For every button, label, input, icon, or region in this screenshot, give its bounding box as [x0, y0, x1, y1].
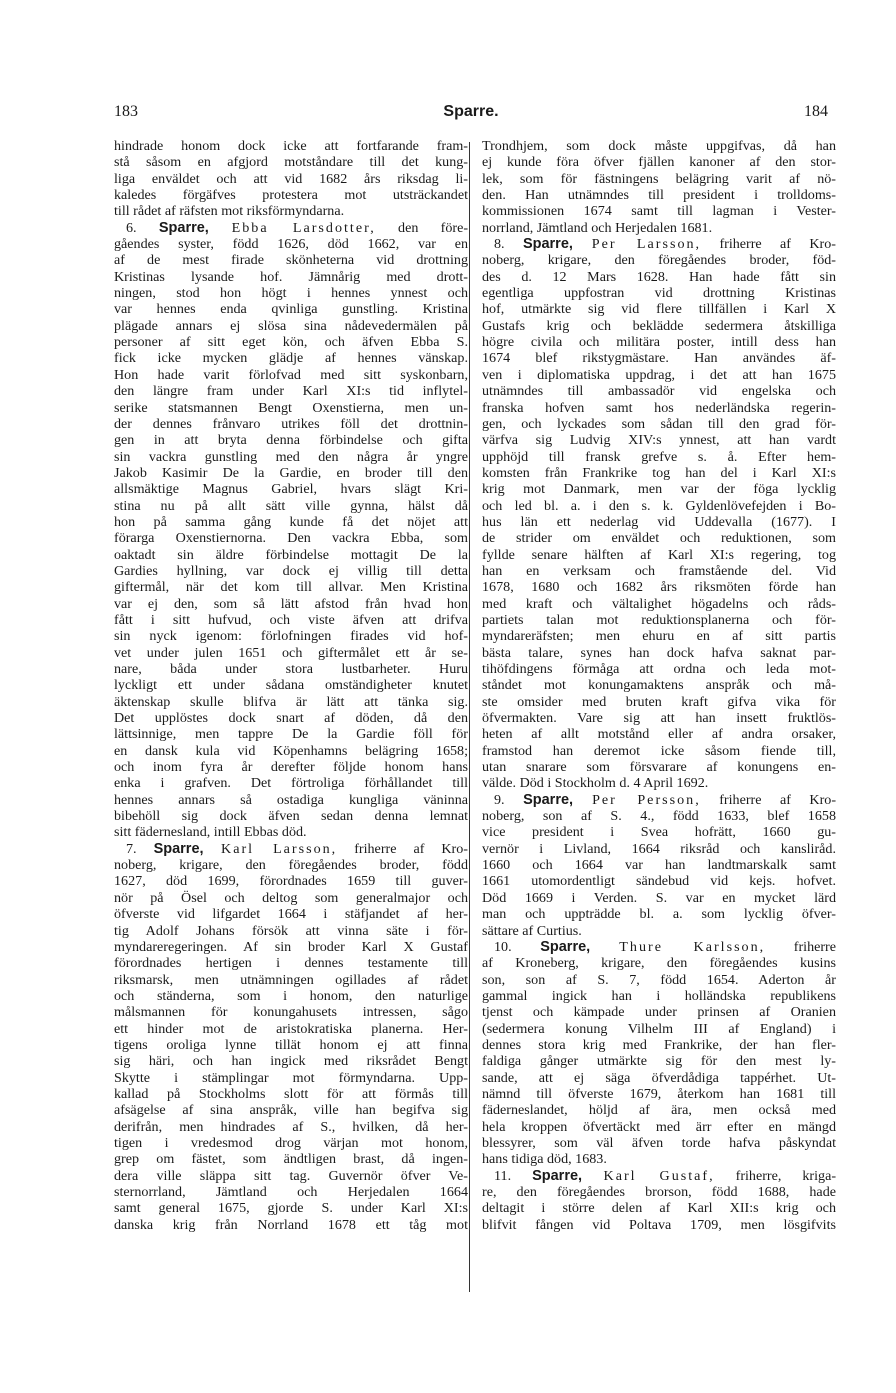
text-line: serike statsmannen Bengt Oxenstierna, men un-	[114, 399, 468, 416]
text-line: äktenskap skulle blifva är lätt att tänka sig.	[114, 693, 468, 710]
text-line: hus län ett nederlag vid Uddevalla (1677). I	[482, 513, 836, 530]
text-line: blessyrer, som väl äfven torde hafva påskyndat	[482, 1134, 836, 1151]
text-line: af Kroneberg, krigare, den föregåendes kusins	[482, 955, 836, 972]
entry-number: 9.	[494, 791, 524, 808]
entry-given-name: Ebba Larsdotter,	[231, 219, 376, 236]
text-line: blifvit fången vid Poltava 1709, men lösgifvits	[482, 1216, 836, 1233]
text-line: en dansk kula vid Köpenhamns belägring 1658;	[114, 742, 468, 759]
text-line: kaledes förgäfves protestera mot utsträckandet	[114, 187, 468, 204]
text-line: upphöjd till fransk grefve s. å. Efter hem-	[482, 448, 836, 465]
text-line: oaktadt sin äldre förbindelse mottagit De la	[114, 546, 468, 563]
text-line: högre civila och militära poster, intill dess han	[482, 334, 836, 351]
text-line: tigens oroliga lynne tillät honom ej att finna	[114, 1036, 468, 1053]
entry-given-name: Karl Gustaf,	[603, 1167, 715, 1184]
text-line: fått i sitt hufvud, och viste äfven att drifva	[114, 611, 468, 628]
text-line: utnämndes till ambassadör vid engelska och	[482, 383, 836, 400]
text-line: gen, och lyckades som sådan till den grad för-	[482, 415, 836, 432]
entry-number: 11.	[494, 1167, 533, 1184]
text-line: gåendes syster, född 1626, död 1662, var en	[114, 236, 468, 253]
text-line: heten af allt motstånd eller af andra orsaker,	[482, 726, 836, 743]
text-line: sig häri, och han ingick med riksrådet Bengt	[114, 1053, 468, 1070]
text-line: värfva sig Ludvig XIV:s ynnest, att han vardt	[482, 432, 836, 449]
text-line: den. Han utnämndes till president i trolldoms-	[482, 187, 836, 204]
text-line: öfverste vid lifgardet 1664 i stäfjandet af her-	[114, 906, 468, 923]
text-line: lättsinnige, men tappre De la Gardie föll för	[114, 726, 468, 743]
text-line: plägade annars ej slösa sina nådevedermälen på	[114, 317, 468, 334]
text-line: Trondhjem, som dock måste uppgifvas, då han	[482, 138, 836, 154]
text-line: öfvermakten. Vare sig att han insett fruktlös-	[482, 710, 836, 727]
text-line: derifrån, men hindrades af S., hvilken, då her-	[114, 1118, 468, 1135]
text-line: norrland, Jämtland och Herjedalen 1681.	[482, 219, 713, 236]
entry-number: 8.	[494, 236, 523, 253]
text-line: egentliga uppfostran vid drottning Kristinas	[482, 285, 836, 302]
text-line: grep om fästet, som ändtligen brast, då ingen-	[114, 1151, 468, 1168]
entry-text: friherre af Kro-	[337, 840, 468, 857]
text-line	[482, 1168, 836, 1184]
text-line: den längre fram under Karl XI:s tid inflytel-	[114, 383, 468, 400]
text-line: hof, utmärkte sig vid flere tillfällen i Karl X	[482, 301, 836, 318]
text-line	[482, 236, 836, 252]
text-line: bästa talare, synes han dock hafva saknat par-	[482, 644, 836, 661]
text-line: lek, som för fästningens belägring varit af nö-	[482, 170, 836, 187]
text-line: stina nu på allt sätt ville gynna, hälst då	[114, 497, 468, 514]
text-line: fick icke mycken glädje af hennes vänskap.	[114, 350, 468, 367]
text-line	[482, 939, 836, 955]
entry-surname: Sparre,	[153, 840, 222, 857]
left-page-number: 183	[114, 103, 138, 120]
text-line: hindrade honom dock icke att fortfarande fram-	[114, 138, 468, 154]
text-line: hans tidiga död, 1683.	[482, 1151, 607, 1168]
column-divider	[469, 142, 470, 1292]
text-line: dera ville släppa sitt tag. Guvernör öfver Ve-	[114, 1167, 468, 1184]
entry-number: 10.	[494, 938, 541, 955]
text-line: hon på samma gång kunde få det nöjet att	[114, 513, 468, 530]
text-line: Gardies hyllning, var dock ej villig till detta	[114, 562, 468, 579]
text-line: tihöfdingens förmåga att ordna och leda mot-	[482, 661, 836, 677]
text-line: välde. Död i Stockholm d. 4 April 1692.	[482, 775, 709, 792]
text-line: (sedermera konung Vilhelm III af England) i	[482, 1020, 836, 1037]
entry-surname: Sparre,	[522, 236, 592, 253]
text-line: Det upplöstes dock snart af döden, då den	[114, 710, 468, 727]
text-line: hennes annars så ostadiga kungliga väninna	[114, 791, 468, 808]
text-line: Kristinas lysande hof. Jämnårig med drott-	[114, 268, 468, 285]
text-line: och led bl. a. i den s. k. Gyldenlövefejden i Bo-	[482, 497, 836, 514]
text-line: tjenst och kämpade under prinsen af Oranien	[482, 1004, 836, 1021]
text-line: nämnd till öfverste 1679, återkom han 1681 till	[482, 1085, 836, 1102]
text-line: ningen, stod hon högt i hennes ynnest och	[114, 285, 468, 302]
text-line: sin nyck igenom: förlofningen firades vid hof-	[114, 628, 468, 645]
text-line	[114, 220, 468, 236]
entry-text: den före-	[375, 219, 468, 236]
text-line: lyckligt ett under sådana omständigheter knutet	[114, 677, 468, 694]
text-line: stå såsom en afgjord motståndare till det kung-	[114, 154, 468, 171]
text-line: re, den föregåendes brorson, född 1688, hade	[482, 1184, 836, 1200]
text-line: var ej den, som så lätt afstod från hvad hon	[114, 595, 468, 612]
text-line: 1678, 1680 och 1682 års riksmöten förde han	[482, 579, 836, 596]
text-line: till rådet af räfsten mot riksförmyndarna.	[114, 203, 345, 220]
text-line: Död 1669 i Verden. S. var en mycket lärd	[482, 889, 836, 906]
text-line: kallad på Stockholms slott för att förmås till	[114, 1085, 468, 1102]
text-line: fäderneslandet, höljd af ära, men också med	[482, 1102, 836, 1119]
entry-number: 6.	[126, 219, 159, 236]
text-line: med kraft och vältalighet högadelns och råds-	[482, 595, 836, 612]
text-line: af de mest firade skönheterna vid drottning	[114, 252, 468, 269]
text-line: Jakob Kasimir De la Gardie, en broder till den	[114, 464, 468, 481]
text-line: ett hinder mot de aristokratiska planerna. Her-	[114, 1020, 468, 1037]
entry-text: friherre	[765, 938, 836, 955]
text-line: fyllde senare hälften af Karl XI:s regering, tog	[482, 546, 836, 563]
text-line: myndareregeringen. Af sin broder Karl X Gustaf	[114, 938, 468, 955]
text-line: nör på Ösel och deltog som generalmajor och	[114, 889, 468, 906]
right-column	[482, 138, 836, 1233]
text-line: sternorrland, Jämtland och Herjedalen 1664	[114, 1184, 468, 1200]
running-header	[114, 103, 828, 125]
text-line: man och uppträdde bl. a. som lycklig öfver-	[482, 906, 836, 923]
text-line: utan snarare som försvarare af konungens en-	[482, 759, 836, 776]
text-line: der dennes frånvaro utrikes föll det drottnin-	[114, 415, 468, 432]
text-line: allsmäktige Magnus Gabriel, hvars slägt Kri-	[114, 481, 468, 498]
text-line: ej kunde föra öfver fjällen kanoner af den stor-	[482, 154, 836, 171]
entry-given-name: Per Larsson,	[591, 236, 702, 253]
text-line	[114, 841, 468, 857]
text-line: sande, att ej säga öfverdådiga tappérhet. Ut-	[482, 1069, 836, 1086]
text-line: noberg, krigare, den föregåendes broder, föd-	[482, 252, 836, 269]
text-line: kommissionen 1674 samt till lagman i Vester-	[482, 203, 836, 220]
text-line: afsägelse af sina anspråk, ville han begifva sig	[114, 1102, 468, 1119]
entry-given-name: Karl Larsson,	[221, 840, 338, 857]
left-column	[114, 138, 468, 1233]
text-line: framstod han deremot icke såsom fiende till,	[482, 742, 836, 759]
text-line: tigen i vredesmod drog värjan mot honom,	[114, 1134, 468, 1151]
text-line: gen in att bryta denna förbindelse och gifta	[114, 432, 468, 449]
text-line: nare, båda under stora lustbarheter. Huru	[114, 661, 468, 677]
text-line: partiets talan mot reduktionsplanerna och för-	[482, 611, 836, 628]
text-line: Gustafs krig och beklädde sedermera åtskilliga	[482, 317, 836, 334]
text-line: liga enväldet och att vid 1682 års riksdag li-	[114, 170, 468, 187]
text-line: förordnades hertigen i dennes testamente till	[114, 955, 468, 972]
entry-surname: Sparre,	[523, 791, 593, 808]
right-page-number: 184	[804, 103, 828, 120]
text-line: hela kroppen öfvertäckt med ärr efter en mängd	[482, 1118, 836, 1135]
text-line: noberg, son af S. 4., född 1633, blef 1658	[482, 808, 836, 825]
text-line: danska krig från Norrland 1678 ett tåg mot	[114, 1216, 468, 1233]
text-line: vet under julen 1651 och giftermålet ett år se-	[114, 644, 468, 661]
text-line: son, son af S. 7, född 1654. Aderton år	[482, 971, 836, 988]
text-line: sättare af Curtius.	[482, 922, 582, 939]
text-line: sin vackra gunstling med den några år yngre	[114, 448, 468, 465]
text-line: Hon hade varit förlofvad med sitt syskonbarn,	[114, 366, 468, 383]
text-line: franska hofven samt hos nederländska regerin-	[482, 399, 836, 416]
text-line: sitt fädernesland, intill Ebbas död.	[114, 824, 307, 841]
text-line: faldiga gånger utmärkte sig för den mest ly-	[482, 1053, 836, 1070]
entry-surname: Sparre,	[532, 1167, 604, 1184]
entry-text: friherre af Kro-	[700, 791, 836, 808]
text-line: des d. 12 Mars 1628. Han hade fått sin	[482, 268, 836, 285]
text-line: giftermål, när det kom till allvar. Men Kristina	[114, 579, 468, 596]
text-line: myndareräfsten; men ehuru en af sitt partis	[482, 628, 836, 645]
text-line	[482, 792, 836, 808]
entry-surname: Sparre,	[158, 219, 232, 236]
text-line: riksmarsk, men utnämningen ogillades af rådet	[114, 971, 468, 988]
text-line: 1661 utomordentligt sändebud vid kejs. hofvet.	[482, 873, 836, 890]
text-line: deltagit i större delen af Karl XII:s krig och	[482, 1200, 836, 1217]
text-line: krig mot Danmark, men var der föga lycklig	[482, 481, 836, 498]
text-line: och inom fyra år derefter följde honom hans	[114, 759, 468, 776]
entry-given-name: Per Persson,	[592, 791, 701, 808]
text-line: komsten från Frankrike tog han del i Karl XI:s	[482, 464, 836, 481]
text-line: samt general 1675, gjorde S. under Karl XI:s	[114, 1200, 468, 1217]
text-line: vernör i Livland, 1664 riksråd och kansliråd.	[482, 840, 836, 857]
text-line: målsmannen för konungahusets intressen, sågo	[114, 1004, 468, 1021]
entry-text: friherre, kriga-	[714, 1167, 836, 1184]
text-line: ste omsider med bruten kraft gifva vika för	[482, 693, 836, 710]
text-line: bibehöll sig dock äfven sedan denna lemnat	[114, 808, 468, 825]
running-title: Sparre.	[443, 103, 499, 120]
text-line: ven i diplomatiska uppdrag, i det att han 1675	[482, 366, 836, 383]
text-line: gammal ingick han i holländska republikens	[482, 987, 836, 1004]
text-line: ståndet mot konungamaktens anspråk och må-	[482, 677, 836, 694]
entry-surname: Sparre,	[540, 938, 620, 955]
text-line: dennes stora krig med Frankrike, der han fler-	[482, 1036, 836, 1053]
text-line: han en verksam och framstående del. Vid	[482, 562, 836, 579]
text-line: 1674 blef rikstygmästare. Han användes äf-	[482, 350, 836, 367]
text-line: förarga Oxenstiernorna. Den vackra Ebba, som	[114, 530, 468, 547]
entry-number: 7.	[126, 840, 154, 857]
text-line: och ständerna, som i honom, den naturlige	[114, 987, 468, 1004]
text-line: personer af sitt eget kön, och äfven Ebba S.	[114, 334, 468, 351]
text-line: enka i grafven. Det förtroliga förhållandet till	[114, 775, 468, 792]
text-line: tig Adolf Johans försök att vinna säte i för-	[114, 922, 468, 939]
entry-text: friherre af Kro-	[701, 236, 836, 253]
text-line: noberg, krigare, den föregåendes broder, född	[114, 857, 468, 874]
entry-given-name: Thure Karlsson,	[619, 938, 766, 955]
text-line: Skytte i stämplingar mot förmyndarna. Upp-	[114, 1069, 468, 1086]
text-line: de strider om enväldet och reduktionen, som	[482, 530, 836, 547]
text-line: var hennes enda qvinliga gunstling. Kristina	[114, 301, 468, 318]
text-line: vice president i Svea hofrätt, 1660 gu-	[482, 824, 836, 841]
text-line: 1627, död 1699, förordnades 1659 till guver-	[114, 873, 468, 890]
text-line: 1660 och 1664 var han landtmarskalk samt	[482, 857, 836, 874]
